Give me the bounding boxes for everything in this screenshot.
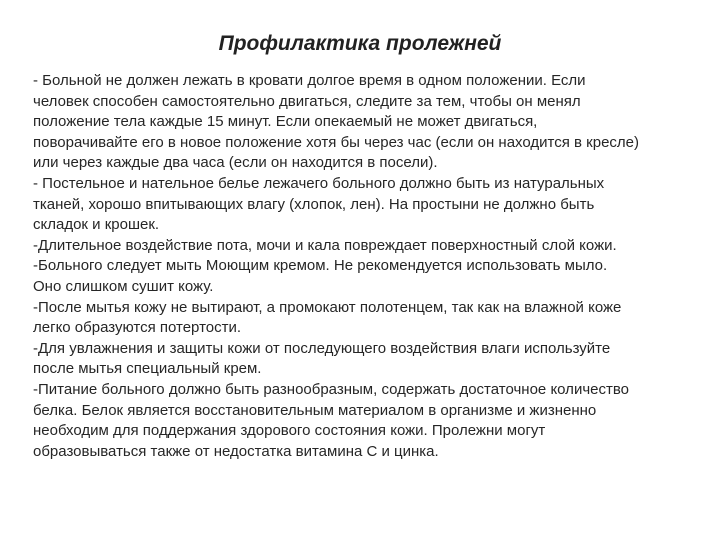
body-line: легко образуются потертости. (33, 319, 242, 337)
body-line: -Больного следует мыть Моющим кремом. Не рекомендуется использовать мыло. (33, 257, 608, 275)
slide-title: Профилактика пролежней (218, 32, 502, 55)
body-line: -Питание больного должно быть разнообразным, содержать достаточное количество (33, 380, 629, 398)
body-line: необходим для поддержания здорового состояния кожи. Пролежни могут (33, 422, 546, 440)
body-line: тканей, хорошо впитывающих влагу (хлопок, лен). На простыни не должно быть (33, 195, 595, 213)
body-line: - Постельное и нательное белье лежачего больного должно быть из натуральных (33, 174, 605, 192)
body-line: белка. Белок является восстановительным материалом в организме и жизненно (33, 401, 597, 419)
body-line: -Длительное воздействие пота, мочи и кала повреждает поверхностный слой кожи. (33, 236, 617, 254)
body-line: -Для увлажнения и защиты кожи от последующего воздействия влаги используйте (33, 339, 611, 357)
body-line: положение тела каждые 15 минут. Если опекаемый не может двигаться, (33, 113, 538, 131)
body-line: Оно слишком сушит кожу. (33, 277, 214, 295)
body-line: после мытья специальный крем. (33, 360, 262, 378)
body-line: - Больной не должен лежать в кровати долгое время в одном положении. Если (33, 72, 586, 89)
body-line: поворачивайте его в новое положение хотя бы через час (если он находится в кресле) (33, 133, 639, 151)
body-line: -После мытья кожу не вытирают, а промокают полотенцем, так как на влажной коже (33, 298, 622, 316)
body-line: человек способен самостоятельно двигаться, следите за тем, чтобы он менял (33, 92, 581, 110)
body-line: или через каждые два часа (если он находится в посели). (33, 154, 438, 172)
body-line: складок и крошек. (33, 216, 160, 234)
body-line: образовываться также от недостатка витамина С и цинка. (33, 442, 439, 460)
slide-body-text (33, 71, 713, 462)
